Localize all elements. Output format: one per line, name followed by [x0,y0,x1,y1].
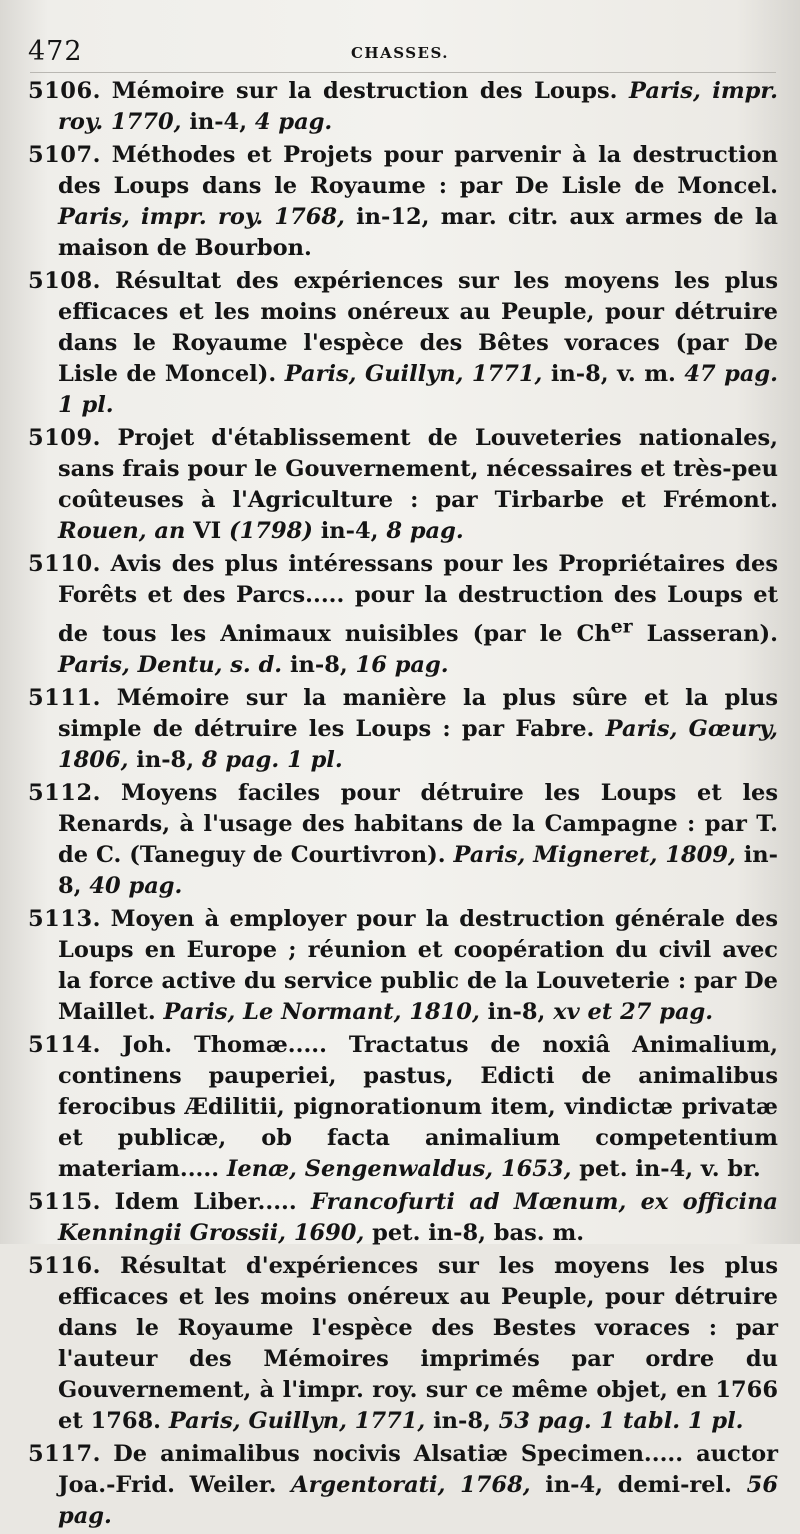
entry-text: De animalibus nocivis Alsatiæ Specimen..... auctor Joa.-Frid. Weiler. Argentorati, 1768, in-4, demi-rel. 56 pag. [58,1440,778,1529]
bibliography-entry [28,778,778,902]
bibliography-entry [28,1439,778,1532]
entry-text: Idem Liber..... Francofurti ad Mœnum, ex officina Kenningii Grossii, 1690, pet. in-8, bas. m. [58,1188,779,1246]
entry-number: 5114. [28,1031,101,1058]
entry-number: 5117. [28,1440,101,1467]
entry-number: 5111. [28,684,101,711]
bibliography-entry [28,423,778,547]
entry-number: 5115. [28,1188,101,1215]
entry-text: Méthodes et Projets pour parvenir à la destruction des Loups dans le Royaume : par De Lisle de Moncel. Paris, impr. roy. 1768, in-12, mar. citr. aux armes de la maison de Bourbon. [58,142,778,261]
bibliography-entry [28,683,778,776]
bibliography-entry [28,140,778,264]
bibliography-entry [28,1251,778,1437]
entry-text: Joh. Thomæ..... Tractatus de noxiâ Animalium, continens pauperiei, pastus, Edicti de animalibus ferocibus Ædilitii, pignorationum item, vindictæ privatæ et publicæ, ob facta animalium competentium materiam..... Ienæ, Sengenwaldus, 1653, pet. in-4, v. br. [58,1031,779,1182]
bibliography-entry [28,266,778,421]
entry-number: 5106. [28,78,101,104]
bibliography-entry [28,549,778,681]
entry-text: Moyen à employer pour la destruction générale des Loups en Europe ; réunion et coopération du civil avec la force active du service public de la Louveterie : par De Maillet. Paris, Le Normant, 1810, in-8, xv et 27 pag. [58,905,778,1025]
entry-text: Moyens faciles pour détruire les Loups et les Renards, à l'usage des habitans de la Campagne : par T. de C. (Taneguy de Courtivron). Paris, Migneret, 1809, in-8, 40 pag. [58,779,778,899]
bibliography-entry [28,1030,778,1185]
entry-text: Résultat d'expériences sur les moyens les plus efficaces et les moins onéreux au Peuple, pour détruire dans le Royaume l'espèce des Bestes voraces : par l'auteur des Mémoires imprimés par ordre du Gouvernement, à l'impr. roy. sur ce même objet, en 1766 et 1768. Paris, Guillyn, 1771, in-8, 53 pag. 1 tabl. 1 pl. [58,1252,778,1434]
entry-number: 5112. [28,779,101,806]
page-number: 472 [28,36,83,67]
entry-text: Avis des plus intéressans pour les Propriétaires des Forêts et des Parcs..... pour la destruction des Loups et de tous les Animaux nuisibles (par le $Ch^{er}$ Lasseran). Paris, Dentu, s. d. in-8, 16 pag. [58,551,778,678]
entry-number: 5107. [28,142,101,168]
entry-text: Résultat des expériences sur les moyens les plus efficaces et les moins onéreux au Peuple, pour détruire dans le Royaume l'espèce des Bêtes voraces (par De Lisle de Moncel). Paris, Guillyn, 1771, in-8, v. m. 47 pag. 1 pl. [58,268,778,418]
entry-number: 5113. [28,905,101,932]
bibliography-entry [28,76,778,138]
entry-text: Projet d'établissement de Louveteries nationales, sans frais pour le Gouvernement, nécessaires et très-peu coûteuses à l'Agriculture : par Tirbarbe et Frémont. Rouen, an VI (1798) in-4, 8 pag. [58,425,779,544]
entry-number: 5108. [28,268,101,294]
running-head: CHASSES. [350,44,450,62]
bibliography-entry [28,904,778,1028]
entry-number: 5110. [28,551,101,577]
entry-number: 5116. [28,1252,101,1279]
entry-number: 5109. [28,425,101,451]
entry-text: Mémoire sur la manière la plus sûre et la plus simple de détruire les Loups : par Fabre. Paris, Gœury, 1806, in-8, 8 pag. 1 pl. [58,684,778,773]
header-rule [30,72,776,73]
bibliography-entries [28,76,778,1534]
entry-text: Mémoire sur la destruction des Loups. Paris, impr. roy. 1770, in-4, 4 pag. [58,78,779,135]
bibliography-entry [28,1187,778,1249]
